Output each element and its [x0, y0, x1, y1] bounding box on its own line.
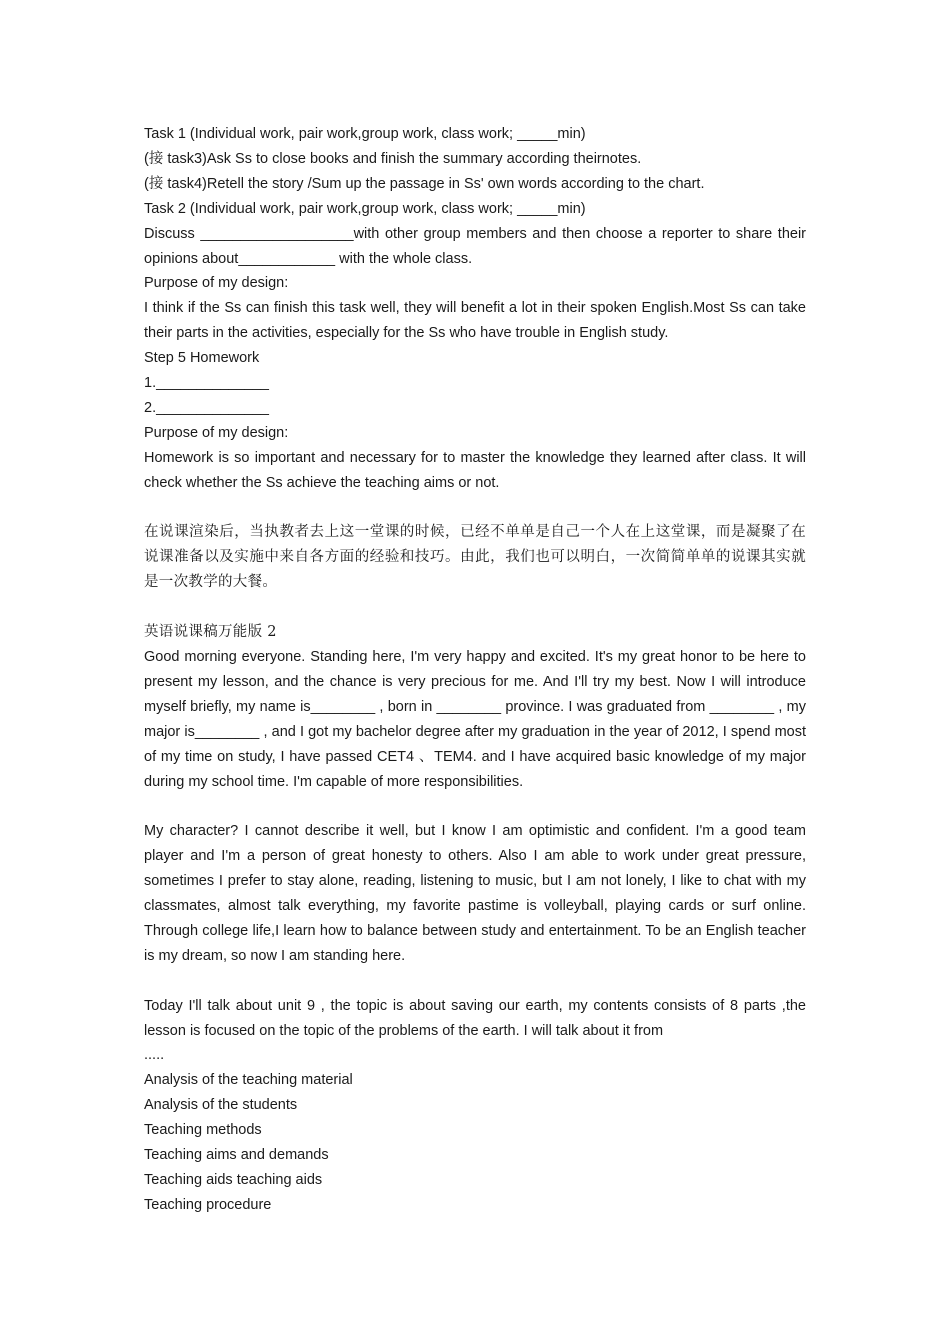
outline-item: Teaching aids teaching aids [144, 1172, 323, 1188]
intro-paragraph: Good morning everyone. Standing here, I'm very happy and excited. It's my great honor to be here to present my lesson, and the chance is very precious for me. And I'll try my best. Now I will introduce myself briefly, my name is________ , born in ________ province. I was graduated from ________ , my major is________ , and I got my bachelor degree after my graduation in the year of 2012, I spend most of my time on study, I have passed CET4 、TEM4. and I have acquired basic knowledge of my major during my school time. I'm capable of more responsibilities. [144, 649, 806, 790]
outline-item: Teaching procedure [144, 1196, 272, 1213]
discuss-paragraph: Discuss ___________________with other group members and then choose a reporter to share their opinions about____________ with the whole class. [144, 225, 806, 267]
topic-paragraph: Today I'll talk about unit 9 , the topic is about saving our earth, my contents consists of 8 parts ,the lesson is focused on the topic of the problems of the earth. I will talk about it from [144, 997, 806, 1039]
section-title: 英语说课稿万能版 2 [144, 624, 277, 641]
outline-item: Teaching methods [144, 1122, 262, 1139]
spacer [144, 794, 806, 819]
purpose-heading-1: Purpose of my design: [144, 275, 289, 292]
spacer [144, 595, 806, 620]
ellipsis-line: ..... [144, 1047, 165, 1064]
purpose-paragraph-1: I think if the Ss can finish this task well, they will benefit a lot in their spoken English.Most Ss can take their parts in the activities, especially for the Ss who have trouble in English study. [144, 300, 806, 342]
purpose-heading-2: Purpose of my design: [144, 424, 289, 441]
character-paragraph: My character? I cannot describe it well, but I know I am optimistic and confident. I'm a good team player and I'm a person of great honesty to others. Also I am able to work under great pressure, sometimes I prefer to stay alone, reading, listening to music, but I am not lonely, I like to chat with my classmates, almost talk everything, my favorite pastime is volleyball, playing cards or surf online. Through college life,I learn how to balance between study and entertainment. To be an English teacher is my dream, so now I am standing here. [144, 823, 806, 964]
purpose-paragraph-2: Homework is so important and necessary for to master the knowledge they learned after class. It will check whether the Ss achieve the teaching aims or not. [144, 449, 806, 491]
spacer [144, 969, 806, 994]
task2-heading: Task 2 (Individual work, pair work,group work, class work; _____min) [144, 200, 586, 217]
homework-item-1: 1.______________ [144, 375, 269, 392]
task4-instruction: (接 task4)Retell the story /Sum up the passage in Ss' own words according to the chart. [144, 175, 705, 192]
outline-item: Analysis of the teaching material [144, 1072, 353, 1089]
task1-heading: Task 1 (Individual work, pair work,group work, class work; _____min) [144, 126, 586, 142]
homework-item-2: 2.______________ [144, 399, 269, 416]
document-body [144, 122, 806, 1218]
outline-item: Analysis of the students [144, 1097, 298, 1114]
task3-instruction: (接 task3)Ask Ss to close books and finish the summary according theirnotes. [144, 150, 642, 167]
outline-item: Teaching aims and demands [144, 1147, 329, 1164]
chinese-paragraph: 在说课渲染后，当执教者去上这一堂课的时候，已经不单单是自己一个人在上这堂课，而是凝聚了在说课准备以及实施中来自各方面的经验和技巧。由此，我们也可以明白，一次简简单单的说课其实就是一次教学的大餐。 [144, 524, 806, 591]
spacer [144, 496, 806, 521]
step5-heading: Step 5 Homework [144, 350, 260, 367]
